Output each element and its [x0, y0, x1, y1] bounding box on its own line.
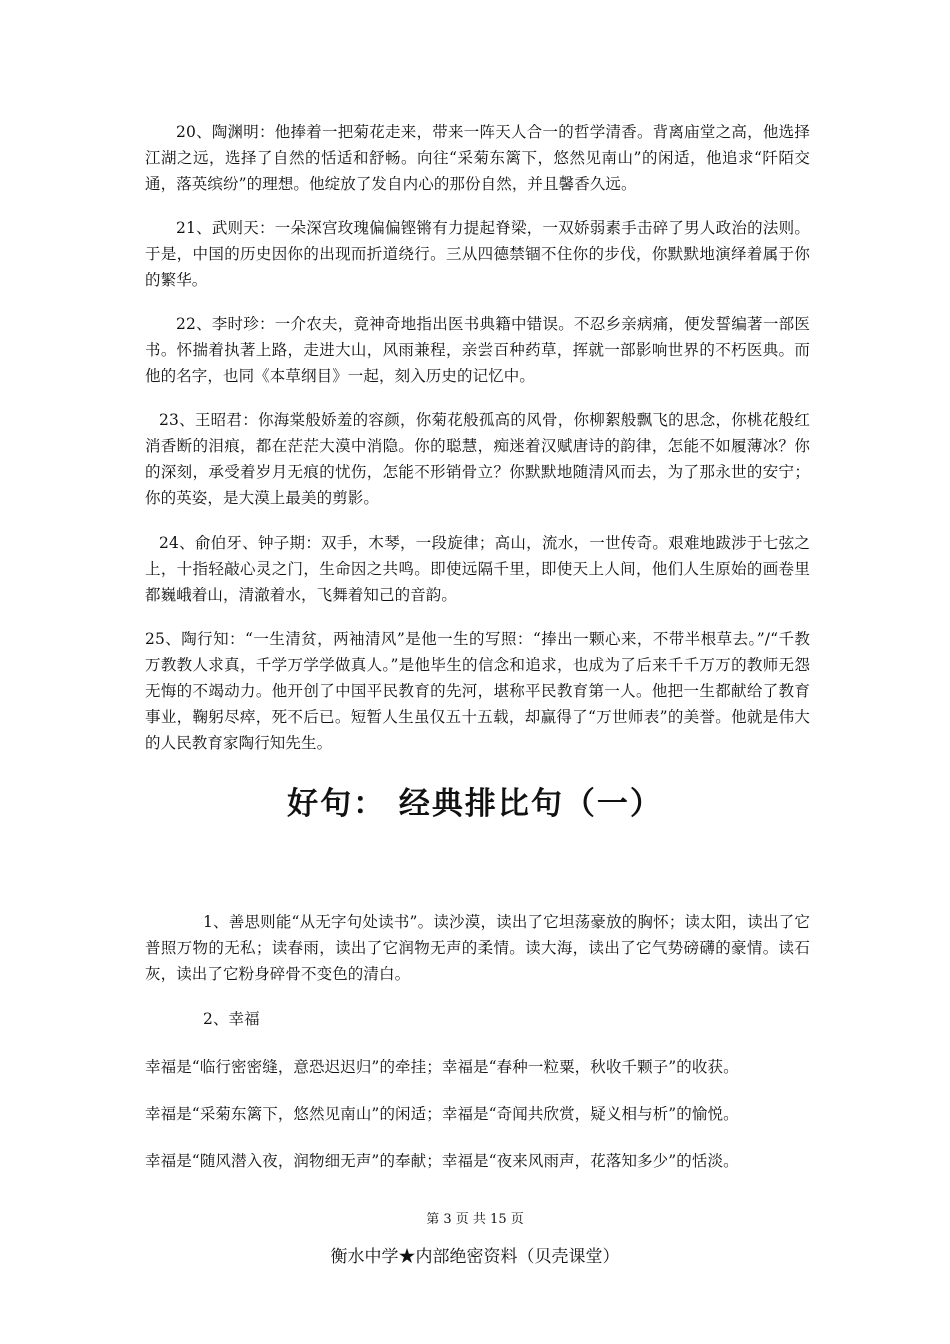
paragraph-20-tao-yuanming: 20、陶渊明：他捧着一把菊花走来，带来一阵天人合一的哲学清香。背离庙堂之高，他选择江湖之远，选择了自然的恬适和舒畅。向往“采菊东篱下，悠然见南山”的闲适，他追求“阡陌交通，落英缤纷”的理想。他绽放了发自内心的那份自然，并且馨香久远。	[145, 123, 810, 193]
happiness-line-3: 幸福是“随风潜入夜，润物细无声”的奉献；幸福是“夜来风雨声，花落知多少”的恬淡。	[145, 1152, 739, 1170]
parallel-sentence-1: 1、善思则能“从无字句处读书”。读沙漠，读出了它坦荡豪放的胸怀；读太阳，读出了它普照万物的无私；读春雨，读出了它润物无声的柔情。读大海，读出了它气势磅礴的豪情。读石灰，读出了它粉身碎骨不变色的清白。	[145, 913, 810, 983]
paragraph-23-wang-zhaojun: 23、王昭君：你海棠般娇羞的容颜，你菊花般孤高的风骨，你柳絮般飘飞的思念，你桃花般红消香断的泪痕，都在茫茫大漠中消隐。你的聪慧，痴迷着汉赋唐诗的韵律，怎能不如履薄冰？你的深刻，承受着岁月无痕的忧伤，怎能不形销骨立？你默默地随清风而去，为了那永世的安宁；你的英姿，是大漠上最美的剪影。	[145, 411, 810, 507]
paragraph-22-li-shizhen: 22、李时珍：一介农夫，竟神奇地指出医书典籍中错误。不忍乡亲病痛，便发誓编著一部医书。怀揣着执著上路，走进大山，风雨兼程，亲尝百种药草，挥就一部影响世界的不朽医典。而他的名字，也同《本草纲目》一起，刻入历史的记忆中。	[145, 315, 810, 385]
page-number: 第 3 页 共 15 页	[426, 1212, 524, 1227]
happiness-line-2: 幸福是“采菊东篱下，悠然见南山”的闲适；幸福是“奇闻共欣赏，疑义相与析”的愉悦。	[145, 1105, 739, 1123]
parallel-sentence-2-heading: 2、幸福	[203, 1010, 260, 1028]
paragraph-24-boya-ziqi: 24、俞伯牙、钟子期：双手，木琴，一段旋律；高山，流水，一世传奇。艰难地跋涉于七弦之上，十指轻敲心灵之门，生命因之共鸣。即使远隔千里，即使天上人间，他们人生原始的画卷里都巍峨着山，清澈着水，飞舞着知己的音韵。	[145, 534, 810, 604]
footer-brand: 衡水中学★内部绝密资料（贝壳课堂）	[330, 1247, 620, 1267]
paragraph-25-tao-xingzhi: 25、陶行知：“一生清贫，两袖清风”是他一生的写照：“捧出一颗心来，不带半根草去。”/“千教万教教人求真，千学万学学做真人。”是他毕生的信念和追求，也成为了后来千千万万的教师无怨无悔的不竭动力。他开创了中国平民教育的先河，堪称平民教育第一人。他把一生都献给了教育事业，鞠躬尽瘁，死不后已。短暂人生虽仅五十五载，却赢得了“万世师表”的美誉。他就是伟大的人民教育家陶行知先生。	[145, 630, 810, 752]
happiness-line-1: 幸福是“临行密密缝，意恐迟迟归”的牵挂；幸福是“春种一粒粟，秋收千颗子”的收获。	[145, 1058, 739, 1076]
paragraph-21-wu-zetian: 21、武则天：一朵深宫玫瑰偏偏铿锵有力提起脊梁，一双娇弱素手击碎了男人政治的法则。于是，中国的历史因你的出现而折道绕行。三从四德禁锢不住你的步伐，你默默地演绎着属于你的繁华。	[145, 219, 810, 289]
section-title: 好句： 经典排比句（一）	[287, 786, 663, 822]
